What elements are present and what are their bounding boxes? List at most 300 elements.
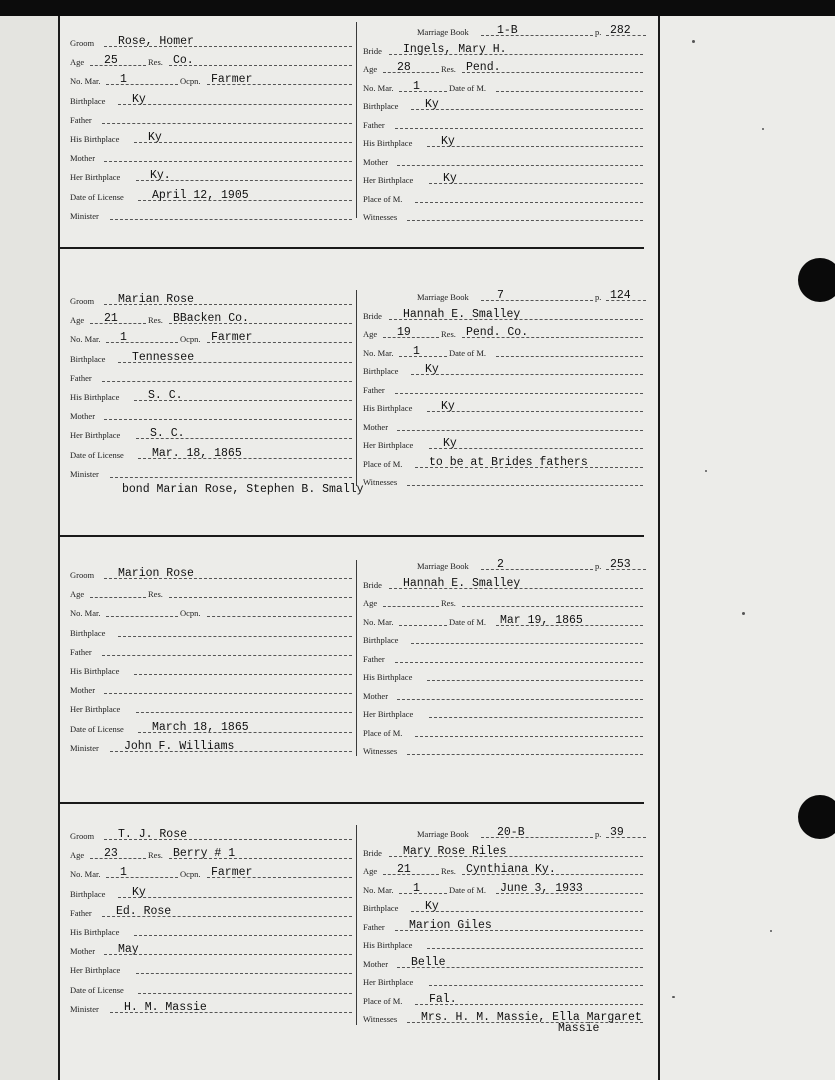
- groom-label-res: Res.: [148, 850, 163, 861]
- bride-label-res: Res.: [441, 866, 456, 876]
- film-top-edge: [0, 0, 835, 16]
- bride-label-bride: Bride: [363, 847, 382, 858]
- fill-line: [395, 662, 643, 663]
- fill-line: [118, 636, 352, 637]
- bride-label-age: Age: [363, 64, 378, 74]
- groom-row-minister: [70, 206, 352, 223]
- bride-value-her-birthplace: Ky: [443, 437, 457, 450]
- groom-row-father: [70, 642, 352, 659]
- groom-label-birthplace: Birthplace: [70, 95, 106, 106]
- bride-row-age: [363, 324, 643, 341]
- bride-label-his-birthplace: His Birthplace: [363, 940, 413, 950]
- bride-row-his-birthplace: [363, 667, 643, 684]
- fill-line: [427, 948, 643, 949]
- left-border-line: [58, 16, 60, 1080]
- groom-row-no-mar: [70, 329, 352, 346]
- bride-label-father: Father: [363, 119, 385, 130]
- bride-label-age: Age: [363, 598, 378, 608]
- groom-row-age: [70, 52, 352, 69]
- fill-line: [104, 693, 352, 694]
- bride-value-his-birthplace: Ky: [441, 400, 455, 413]
- fill-line: [118, 104, 352, 105]
- bride-value-father: Marion Giles: [409, 918, 492, 932]
- groom-label-age: Age: [70, 850, 85, 861]
- bride-row-father: [363, 115, 643, 132]
- bride-row-father: [363, 380, 643, 397]
- groom-label-ocpn: Ocpn.: [180, 869, 201, 880]
- bride-label-no-mar: No. Mar.: [363, 347, 394, 358]
- groom-value-birthplace: Tennessee: [132, 350, 195, 364]
- bride-label-p: p.: [595, 27, 602, 37]
- groom-row-date-of-license: [70, 980, 352, 997]
- bride-label-mother: Mother: [363, 958, 389, 969]
- bride-label-father: Father: [363, 384, 385, 395]
- bride-label-marriage-book: Marriage Book: [417, 829, 469, 839]
- groom-value-minister: H. M. Massie: [124, 1000, 207, 1014]
- bride-label-her-birthplace: Her Birthplace: [363, 977, 414, 987]
- bride-value-witnesses: Mrs. H. M. Massie, Ella Margaret: [421, 1011, 642, 1024]
- bride-label-place-of-m: Place of M.: [363, 458, 403, 469]
- groom-row-age: [70, 845, 352, 862]
- bride-value-bride: Hannah E. Smalley: [403, 576, 521, 590]
- groom-value-date-of-license: March 18, 1865: [152, 720, 249, 734]
- bride-label-bride: Bride: [363, 45, 382, 56]
- groom-row-his-birthplace: [70, 661, 352, 678]
- bride-row-birthplace: [363, 96, 643, 113]
- card-divider-1: [58, 247, 644, 249]
- bride-label-p: p.: [595, 292, 602, 302]
- bride-value-date-of-m: June 3, 1933: [500, 881, 583, 895]
- bride-row-bride: [363, 843, 643, 860]
- fill-line: [496, 356, 643, 357]
- fill-line: [102, 655, 352, 656]
- fill-line: [397, 699, 643, 700]
- bride-row-his-birthplace: [363, 398, 643, 415]
- bride-value-her-birthplace: Ky: [443, 172, 457, 185]
- groom-row-groom: [70, 33, 352, 50]
- bride-row-her-birthplace: [363, 704, 643, 721]
- bride-label-res: Res.: [441, 329, 456, 339]
- groom-row-mother: [70, 680, 352, 697]
- fill-line: [429, 448, 643, 449]
- groom-row-minister: [70, 738, 352, 755]
- bride-row-marriage-book: [363, 22, 643, 39]
- bride-row-her-birthplace: [363, 170, 643, 187]
- groom-row-no-mar: [70, 603, 352, 620]
- bride-label-bride: Bride: [363, 310, 382, 321]
- bride-label-his-birthplace: His Birthplace: [363, 403, 413, 413]
- fill-line: [395, 393, 643, 394]
- bride-label-place-of-m: Place of M.: [363, 727, 403, 738]
- bride-label-father: Father: [363, 921, 385, 932]
- groom-label-birthplace: Birthplace: [70, 353, 106, 364]
- bride-label-witnesses: Witnesses: [363, 212, 398, 222]
- fill-line: [90, 858, 146, 859]
- groom-row-father: [70, 368, 352, 385]
- groom-row-mother: [70, 406, 352, 423]
- groom-value-his-birthplace: Ky: [148, 131, 162, 144]
- groom-label-ocpn: Ocpn.: [180, 334, 201, 345]
- bride-label-marriage-book: Marriage Book: [417, 27, 469, 37]
- bride-value-date-of-m: Mar 19, 1865: [500, 613, 583, 627]
- bride-label-date-of-m: Date of M.: [449, 616, 487, 627]
- groom-row-birthplace: [70, 623, 352, 640]
- scan-speck: [762, 128, 764, 130]
- fill-line: [106, 342, 178, 343]
- groom-row-date-of-license: [70, 719, 352, 736]
- fill-line: [169, 597, 352, 598]
- bride-label-mother: Mother: [363, 156, 389, 167]
- groom-value-age: 21: [104, 312, 118, 326]
- bride-value-place-of-m: Fal.: [429, 992, 457, 1006]
- groom-value-age: 23: [104, 847, 118, 861]
- groom-value-groom: T. J. Rose: [118, 828, 188, 841]
- bride-label-birthplace: Birthplace: [363, 366, 399, 376]
- groom-row-birthplace: [70, 884, 352, 901]
- bride-label-p: p.: [595, 561, 602, 571]
- bride-label-date-of-m: Date of M.: [449, 884, 487, 895]
- fill-line: [415, 736, 643, 737]
- groom-row-mother: [70, 148, 352, 165]
- bride-row-birthplace: [363, 361, 643, 378]
- bride-value-mother: Belle: [411, 955, 446, 969]
- groom-label-minister: Minister: [70, 1003, 99, 1014]
- bride-label-his-birthplace: His Birthplace: [363, 672, 413, 682]
- fill-line: [106, 84, 178, 85]
- bride-value-p: 124: [610, 289, 631, 302]
- groom-label-date-of-license: Date of License: [70, 984, 124, 995]
- groom-row-birthplace: [70, 91, 352, 108]
- fill-line: [399, 356, 447, 357]
- bride-row-age: [363, 59, 643, 76]
- fill-line: [110, 477, 352, 478]
- fill-line: [415, 202, 643, 203]
- fill-line: [134, 935, 352, 936]
- fill-line: [207, 616, 352, 617]
- groom-label-mother: Mother: [70, 411, 96, 422]
- bride-row-witnesses: [363, 741, 643, 758]
- bride-label-res: Res.: [441, 64, 456, 74]
- groom-value-mother: May: [118, 943, 139, 957]
- groom-row-minister: [70, 464, 352, 481]
- bride-row-witnesses: [363, 207, 643, 224]
- record-note: bond Marian Rose, Stephen B. Smally: [122, 483, 364, 496]
- groom-row-age: [70, 310, 352, 327]
- groom-label-no-mar: No. Mar.: [70, 334, 101, 345]
- bride-row-birthplace: [363, 898, 643, 915]
- bride-label-res: Res.: [441, 598, 456, 608]
- groom-value-res: BBacken Co.: [173, 312, 249, 326]
- fill-line: [407, 220, 643, 221]
- bride-label-mother: Mother: [363, 690, 389, 701]
- bride-label-birthplace: Birthplace: [363, 903, 399, 913]
- fill-line: [429, 183, 643, 184]
- groom-label-mother: Mother: [70, 946, 96, 957]
- groom-label-groom: Groom: [70, 38, 95, 48]
- bride-row-place-of-m: [363, 189, 643, 206]
- bride-label-witnesses: Witnesses: [363, 477, 398, 487]
- bride-value-no-mar: 1: [413, 344, 420, 358]
- bride-row-age: [363, 593, 643, 610]
- card-1-center-line: [356, 22, 357, 218]
- groom-label-res: Res.: [148, 57, 163, 68]
- bride-row-no-mar: [363, 78, 643, 95]
- groom-value-no-mar: 1: [120, 331, 127, 345]
- groom-row-father: [70, 110, 352, 127]
- fill-line: [90, 323, 146, 324]
- groom-label-minister: Minister: [70, 468, 99, 479]
- bride-row-bride: [363, 41, 643, 58]
- bride-row-father: [363, 649, 643, 666]
- groom-row-his-birthplace: [70, 129, 352, 146]
- groom-row-birthplace: [70, 349, 352, 366]
- groom-row-father: [70, 903, 352, 920]
- groom-value-his-birthplace: S. C.: [148, 389, 183, 402]
- bride-label-place-of-m: Place of M.: [363, 995, 403, 1006]
- bride-value-age: 28: [397, 61, 411, 74]
- card-4-center-line: [356, 825, 357, 1025]
- groom-label-birthplace: Birthplace: [70, 888, 106, 899]
- bride-row-no-mar: [363, 343, 643, 360]
- groom-label-age: Age: [70, 57, 85, 68]
- fill-line: [429, 985, 643, 986]
- fill-line: [383, 606, 439, 607]
- fill-line: [429, 717, 643, 718]
- groom-label-no-mar: No. Mar.: [70, 76, 101, 87]
- bride-value-marriage-book: 7: [497, 289, 504, 302]
- fill-line: [90, 65, 146, 66]
- groom-row-her-birthplace: [70, 167, 352, 184]
- groom-label-his-birthplace: His Birthplace: [70, 134, 120, 144]
- groom-label-minister: Minister: [70, 742, 99, 753]
- groom-value-res: Co.: [173, 54, 194, 68]
- fill-line: [110, 219, 352, 220]
- groom-row-his-birthplace: [70, 922, 352, 939]
- fill-line: [427, 146, 643, 147]
- fill-line: [397, 165, 643, 166]
- fill-line: [462, 606, 643, 607]
- bride-label-birthplace: Birthplace: [363, 635, 399, 645]
- fill-line: [427, 411, 643, 412]
- groom-value-ocpn: Farmer: [211, 73, 253, 87]
- groom-label-her-birthplace: Her Birthplace: [70, 172, 121, 183]
- groom-value-groom: Marion Rose: [118, 567, 194, 580]
- bride-label-her-birthplace: Her Birthplace: [363, 440, 414, 450]
- fill-line: [411, 374, 643, 375]
- bride-value-place-of-m: to be at Brides fathers: [429, 455, 588, 469]
- bride-row-no-mar: [363, 880, 643, 897]
- card-3-center-line: [356, 560, 357, 756]
- bride-row-bride: [363, 575, 643, 592]
- bride-label-mother: Mother: [363, 421, 389, 432]
- groom-value-father: Ed. Rose: [116, 904, 172, 918]
- bride-value-his-birthplace: Ky: [441, 135, 455, 148]
- bride-row-bride: [363, 306, 643, 323]
- bride-label-birthplace: Birthplace: [363, 101, 399, 111]
- fill-line: [399, 91, 447, 92]
- groom-label-mother: Mother: [70, 153, 96, 164]
- bride-row-his-birthplace: [363, 133, 643, 150]
- fill-line: [104, 161, 352, 162]
- bride-row-her-birthplace: [363, 435, 643, 452]
- fill-line: [136, 712, 352, 713]
- bride-label-witnesses: Witnesses: [363, 1014, 398, 1024]
- fill-line: [134, 142, 352, 143]
- groom-row-age: [70, 584, 352, 601]
- groom-row-groom: [70, 565, 352, 582]
- scan-speck: [770, 930, 772, 932]
- bride-value-no-mar: 1: [413, 881, 420, 895]
- groom-row-date-of-license: [70, 187, 352, 204]
- bride-label-bride: Bride: [363, 579, 382, 590]
- fill-line: [427, 680, 643, 681]
- fill-line: [399, 893, 447, 894]
- groom-row-her-birthplace: [70, 699, 352, 716]
- scan-speck: [692, 40, 695, 43]
- fill-line: [399, 625, 447, 626]
- groom-label-his-birthplace: His Birthplace: [70, 666, 120, 676]
- bride-value-no-mar: 1: [413, 79, 420, 93]
- card-divider-3: [58, 802, 644, 804]
- fill-line: [138, 993, 352, 994]
- fill-line: [496, 91, 643, 92]
- punch-hole-lower: [798, 795, 835, 839]
- fill-line: [104, 419, 352, 420]
- groom-label-date-of-license: Date of License: [70, 723, 124, 734]
- fill-line: [102, 381, 352, 382]
- groom-label-father: Father: [70, 372, 92, 383]
- groom-label-her-birthplace: Her Birthplace: [70, 965, 121, 976]
- groom-value-birthplace: Ky: [132, 92, 146, 106]
- bride-value-age: 19: [397, 326, 411, 339]
- fill-line: [104, 954, 352, 955]
- fill-line: [383, 337, 439, 338]
- fill-line: [106, 877, 178, 878]
- bride-row-witnesses: [363, 472, 643, 489]
- groom-value-groom: Rose, Homer: [118, 35, 194, 48]
- bride-value-birthplace: Ky: [425, 363, 439, 376]
- bride-label-age: Age: [363, 329, 378, 339]
- groom-value-ocpn: Farmer: [211, 866, 253, 880]
- bride-label-father: Father: [363, 653, 385, 664]
- bride-value-p: 39: [610, 826, 624, 839]
- groom-label-ocpn: Ocpn.: [180, 608, 201, 619]
- groom-label-her-birthplace: Her Birthplace: [70, 430, 121, 441]
- fill-line: [90, 597, 146, 598]
- film-left-margin: [0, 16, 60, 1080]
- bride-row-mother: [363, 686, 643, 703]
- bride-row-marriage-book: [363, 287, 643, 304]
- groom-label-date-of-license: Date of License: [70, 191, 124, 202]
- bride-row-mother: [363, 152, 643, 169]
- record-note: Massie: [558, 1022, 600, 1035]
- bride-value-res: Pend.: [466, 61, 501, 74]
- bride-label-date-of-m: Date of M.: [449, 82, 487, 93]
- bride-value-birthplace: Ky: [425, 98, 439, 111]
- groom-label-res: Res.: [148, 589, 163, 600]
- bride-value-age: 21: [397, 863, 411, 876]
- fill-line: [102, 123, 352, 124]
- bride-row-mother: [363, 417, 643, 434]
- bride-row-age: [363, 861, 643, 878]
- fill-line: [411, 911, 643, 912]
- bride-value-marriage-book: 2: [497, 558, 504, 571]
- groom-label-age: Age: [70, 315, 85, 326]
- groom-label-groom: Groom: [70, 296, 95, 306]
- groom-value-her-birthplace: S. C.: [150, 427, 185, 441]
- groom-label-minister: Minister: [70, 210, 99, 221]
- scan-speck: [742, 612, 745, 615]
- groom-label-father: Father: [70, 646, 92, 657]
- fill-line: [397, 430, 643, 431]
- bride-value-marriage-book: 1-B: [497, 24, 518, 37]
- bride-label-date-of-m: Date of M.: [449, 347, 487, 358]
- groom-value-no-mar: 1: [120, 866, 127, 880]
- groom-label-father: Father: [70, 114, 92, 125]
- fill-line: [169, 65, 352, 66]
- groom-row-no-mar: [70, 71, 352, 88]
- groom-label-age: Age: [70, 589, 85, 600]
- punch-hole-upper: [798, 258, 835, 302]
- bride-row-place-of-m: [363, 454, 643, 471]
- bride-row-mother: [363, 954, 643, 971]
- fill-line: [411, 643, 643, 644]
- card-divider-2: [58, 535, 644, 537]
- fill-line: [136, 973, 352, 974]
- groom-row-groom: [70, 291, 352, 308]
- groom-label-res: Res.: [148, 315, 163, 326]
- groom-label-date-of-license: Date of License: [70, 449, 124, 460]
- groom-value-date-of-license: Mar. 18, 1865: [152, 446, 242, 460]
- fill-line: [134, 674, 352, 675]
- bride-value-birthplace: Ky: [425, 900, 439, 913]
- groom-value-date-of-license: April 12, 1905: [152, 188, 249, 202]
- bride-label-marriage-book: Marriage Book: [417, 561, 469, 571]
- fill-line: [395, 128, 643, 129]
- groom-label-his-birthplace: His Birthplace: [70, 927, 120, 937]
- fill-line: [383, 72, 439, 73]
- bride-row-birthplace: [363, 630, 643, 647]
- fill-line: [407, 754, 643, 755]
- groom-row-mother: [70, 941, 352, 958]
- bride-row-her-birthplace: [363, 972, 643, 989]
- bride-value-res: Pend. Co.: [466, 326, 529, 339]
- bride-row-his-birthplace: [363, 935, 643, 952]
- bride-label-no-mar: No. Mar.: [363, 616, 394, 627]
- bride-label-place-of-m: Place of M.: [363, 193, 403, 204]
- groom-value-ocpn: Farmer: [211, 331, 253, 345]
- groom-value-groom: Marian Rose: [118, 293, 194, 306]
- card-2-center-line: [356, 290, 357, 486]
- bride-row-place-of-m: [363, 723, 643, 740]
- groom-label-birthplace: Birthplace: [70, 627, 106, 638]
- bride-row-place-of-m: [363, 991, 643, 1008]
- fill-line: [106, 616, 178, 617]
- groom-row-no-mar: [70, 864, 352, 881]
- bride-row-marriage-book: [363, 824, 643, 841]
- groom-value-no-mar: 1: [120, 73, 127, 87]
- bride-label-marriage-book: Marriage Book: [417, 292, 469, 302]
- groom-label-no-mar: No. Mar.: [70, 869, 101, 880]
- bride-value-marriage-book: 20-B: [497, 826, 525, 839]
- scan-speck: [705, 470, 707, 472]
- right-border-line: [658, 16, 660, 1080]
- bride-value-bride: Ingels, Mary H.: [403, 42, 507, 56]
- bride-label-her-birthplace: Her Birthplace: [363, 709, 414, 719]
- groom-label-mother: Mother: [70, 685, 96, 696]
- groom-row-her-birthplace: [70, 960, 352, 977]
- bride-label-his-birthplace: His Birthplace: [363, 138, 413, 148]
